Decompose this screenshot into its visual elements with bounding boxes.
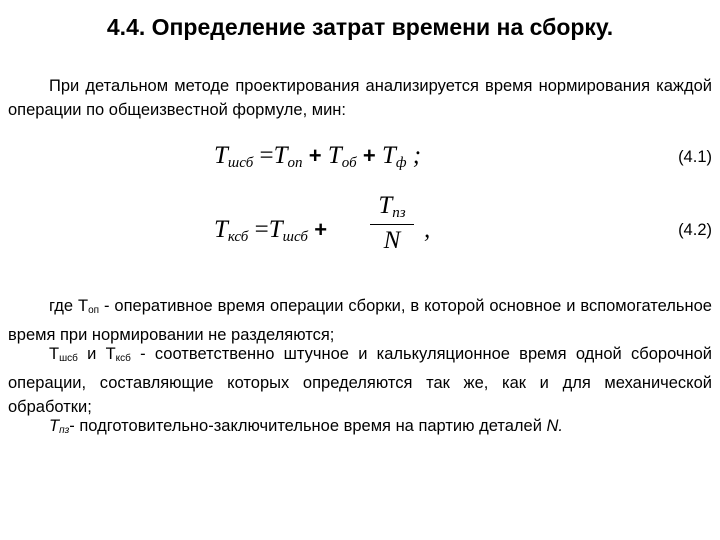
formula1-plus2: + (362, 143, 376, 168)
formula2-lhs: T (214, 216, 228, 243)
formula1-t3: T (381, 142, 396, 169)
formula-4-1-number: (4.1) (678, 148, 712, 166)
def1-pre: где Т (49, 297, 89, 315)
formula1-eq: = (259, 142, 274, 169)
def2-sub2: ксб (115, 353, 131, 364)
formula1-t1: T (273, 142, 288, 169)
definition-t-shsb-ksb (8, 342, 712, 419)
formula2-t1: T (268, 216, 283, 243)
formula2-t1-sub: шсб (282, 229, 308, 245)
def2-mid: и Т (77, 345, 116, 363)
intro-text: При детальном методе проектирования анализируется время нормирования каждой операции по общеизвестной формуле, мин: (8, 77, 712, 119)
formula2-numerator (370, 192, 414, 222)
def3-t: Т (49, 417, 60, 435)
formula1-t1-sub: оп (287, 155, 303, 171)
formula2-num-t: T (378, 192, 393, 219)
formula-4-2 (214, 216, 327, 246)
formula2-fraction (370, 192, 414, 255)
intro-paragraph (8, 74, 712, 122)
def1-text: - оперативное время операции сборки, в которой основное и вспомогательное время при нормировании не разделяются; (8, 297, 712, 344)
def3-sub: пз (59, 425, 70, 436)
formula2-lhs-sub: ксб (227, 229, 249, 245)
formula1-end: ; (412, 142, 422, 169)
formula-4-2-number: (4.2) (678, 221, 712, 239)
formula1-plus1: + (308, 143, 322, 168)
def2-text: - соответственно штучное и калькуляционное время одной сборочной операции, составляющие которых определяются так же, как и для механической обработки; (8, 345, 712, 416)
formula1-t2-sub: об (341, 155, 357, 171)
def3-n: N. (546, 417, 564, 435)
definition-t-op (8, 294, 712, 347)
formula1-t3-sub: ф (395, 155, 407, 171)
formula1-lhs: T (214, 142, 228, 169)
formula2-end: , (424, 216, 431, 243)
formula2-num-sub: пз (392, 205, 406, 221)
formula2-eq: = (254, 216, 269, 243)
formula1-lhs-sub: шсб (227, 155, 254, 171)
fraction-line (370, 224, 414, 225)
def3-text: - подготовительно-заключительное время на партию деталей (69, 417, 547, 435)
def2-t1: Т (49, 345, 60, 363)
page-title: 4.4. Определение затрат времени на сборку. (106, 14, 614, 40)
formula2-plus: + (314, 217, 328, 242)
formula2-denominator: N (383, 227, 401, 254)
formula-4-1 (214, 142, 421, 172)
def2-sub1: шсб (59, 353, 78, 364)
definition-t-pz (8, 414, 712, 443)
formula1-t2: T (327, 142, 342, 169)
def1-sub: оп (88, 305, 100, 316)
